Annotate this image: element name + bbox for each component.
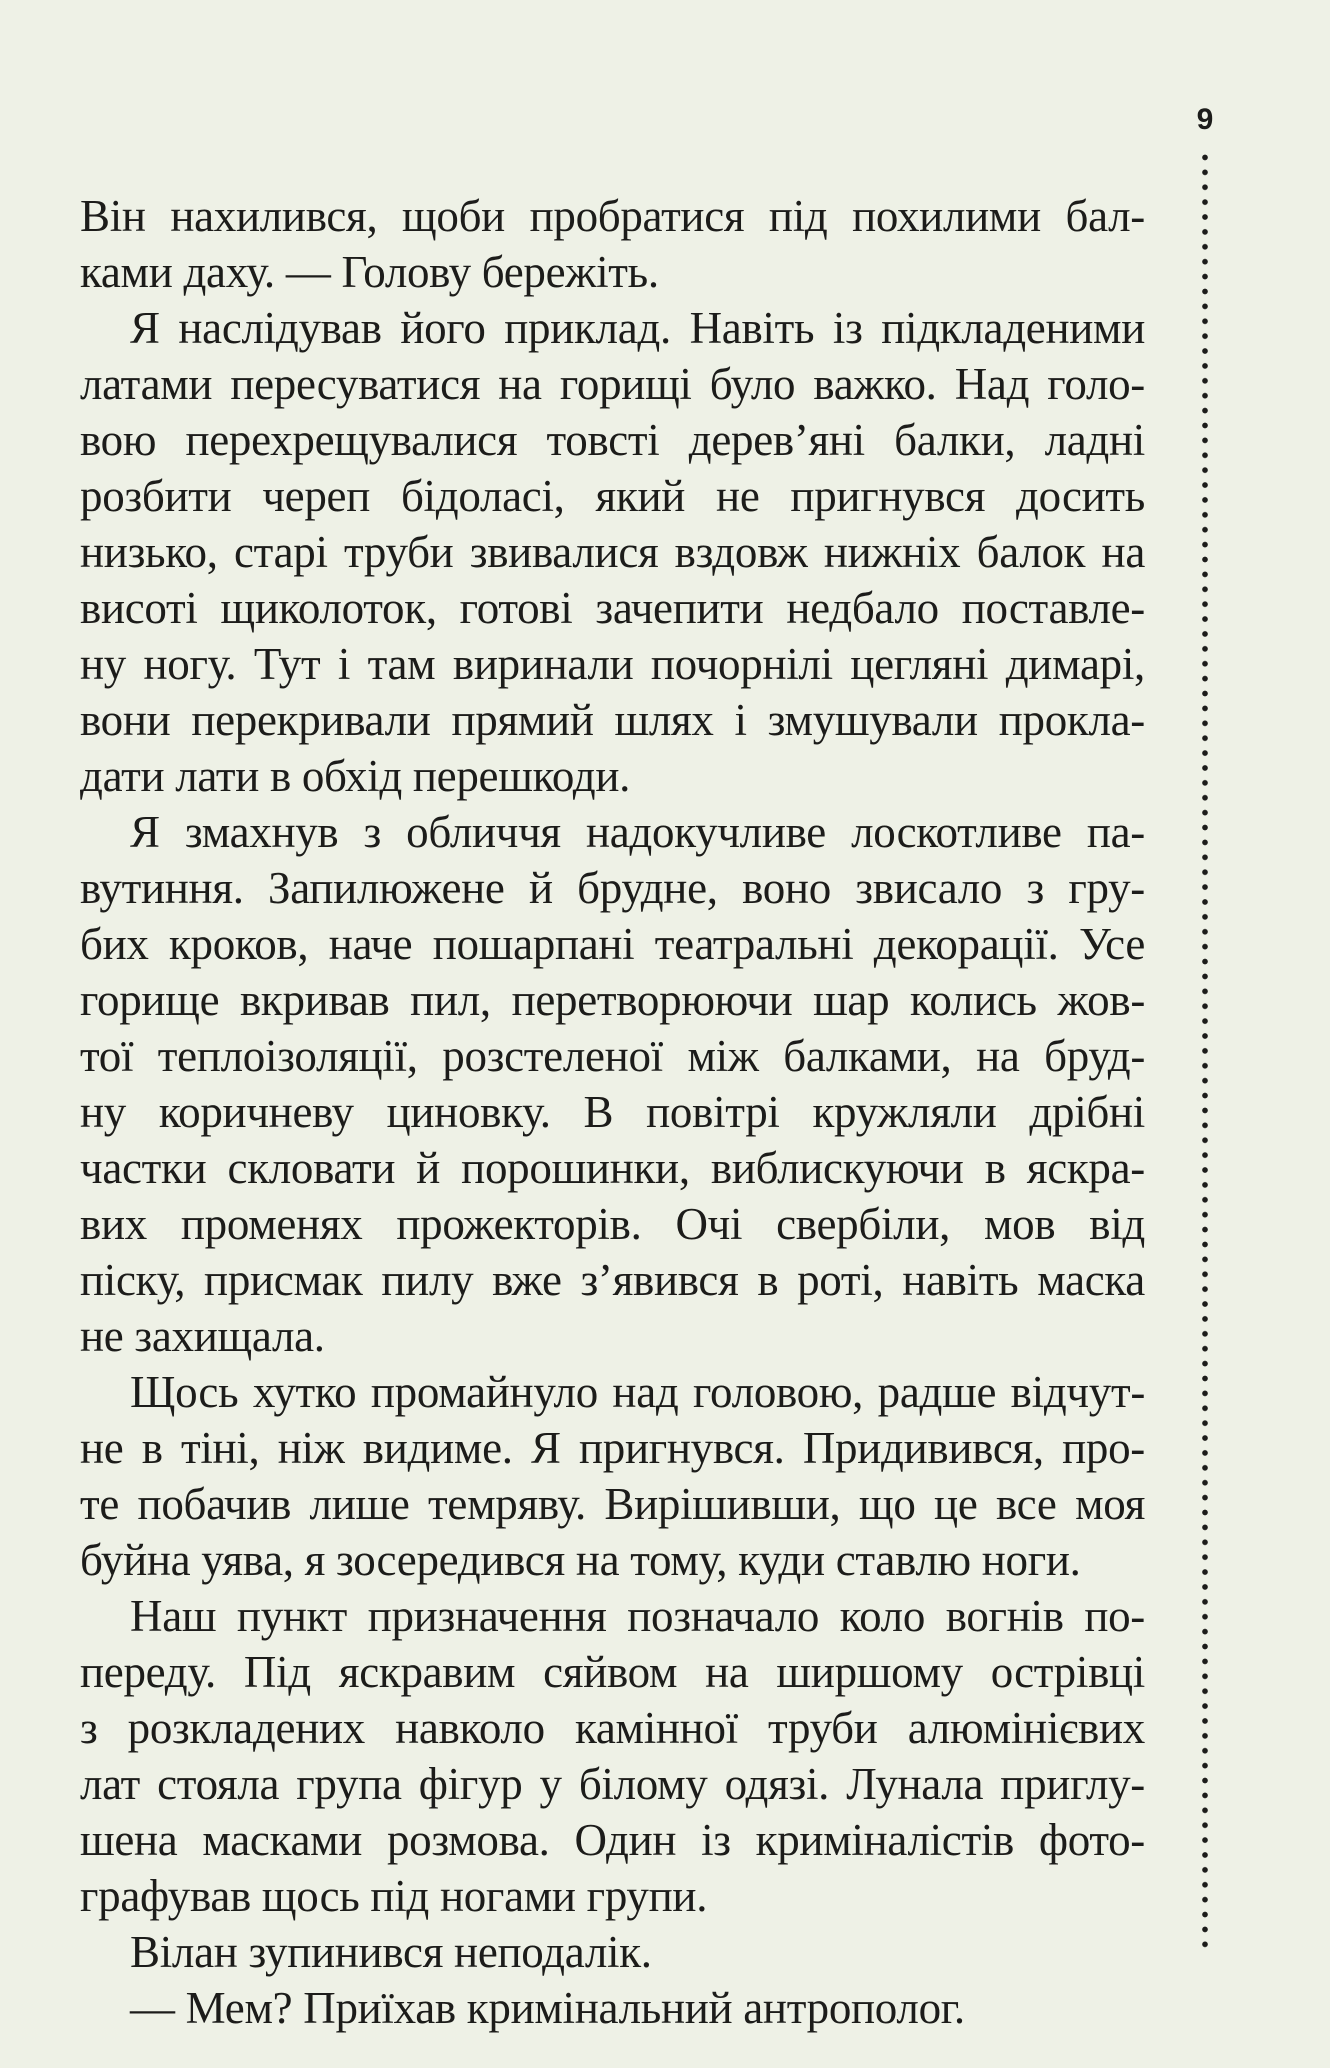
text-line: переду. Під яскравим сяйвом на ширшому острівці (80, 1647, 1145, 1697)
text-line: вою перехрещувалися товсті дерев’яні балки, ладні (80, 415, 1145, 465)
text-line: вутиння. Запилюжене й брудне, воно звисало з гру- (80, 863, 1145, 913)
text-line: Я змахнув з обличчя надокучливе лоскотливе па- (130, 807, 1145, 857)
text-line: ну коричневу циновку. В повітрі кружляли дрібні (80, 1087, 1145, 1137)
text-line: дати лати в обхід перешкоди. (80, 751, 631, 801)
text-line: буйна уява, я зосередився на тому, куди ставлю ноги. (80, 1535, 1081, 1585)
text-line: Я наслідував його приклад. Навіть із підкладеними (130, 303, 1145, 353)
text-line: — Мем? Приїхав кримінальний антрополог. (130, 1983, 965, 2033)
text-line: лат стояла група фігур у білому одязі. Лунала приглу- (80, 1759, 1145, 1809)
text-line: бих кроков, наче пошарпані театральні декорації. Усе (80, 919, 1145, 969)
dotted-margin-rule (1202, 150, 1208, 1950)
text-line: тої теплоізоляції, розстеленої між балками, на бруд- (80, 1031, 1145, 1081)
text-line: розбити череп бідоласі, який не пригнувся досить (80, 471, 1145, 521)
text-line: Він нахилився, щоби пробратися під похилими бал- (80, 191, 1145, 241)
text-line: шена масками розмова. Один із криміналістів фото- (80, 1815, 1145, 1865)
text-line: не в тіні, ніж видиме. Я пригнувся. Придивився, про- (80, 1423, 1145, 1473)
text-line: висоті щиколоток, готові зачепити недбало поставле- (80, 583, 1145, 633)
text-line: низько, старі труби звивалися вздовж нижніх балок на (80, 527, 1145, 577)
text-line: те побачив лише темряву. Вирішивши, що це все моя (80, 1479, 1145, 1529)
text-line: горище вкривав пил, перетворюючи шар колись жов- (80, 975, 1145, 1025)
text-line: ками даху. — Голову бережіть. (80, 247, 659, 297)
text-line: графував щось під ногами групи. (80, 1871, 708, 1921)
text-line: ну ногу. Тут і там виринали почорнілі цегляні димарі, (80, 639, 1145, 689)
text-line: вих променях прожекторів. Очі свербіли, мов від (80, 1199, 1145, 1249)
page-number: 9 (1196, 103, 1214, 136)
text-line: латами пересуватися на горищі було важко. Над голо- (80, 359, 1145, 409)
text-line: вони перекривали прямий шлях і змушували прокла- (80, 695, 1145, 745)
text-line: з розкладених навколо камінної труби алюмінієвих (80, 1703, 1145, 1753)
body-text (80, 188, 1145, 2036)
text-line: не захищала. (80, 1311, 325, 1361)
text-line: Вілан зупинився неподалік. (130, 1927, 652, 1977)
text-line: піску, присмак пилу вже з’явився в роті, навіть маска (80, 1255, 1145, 1305)
text-line: Наш пункт призначення позначало коло вогнів по- (130, 1591, 1145, 1641)
text-line: частки скловати й порошинки, виблискуючи в яскра- (80, 1143, 1145, 1193)
text-line: Щось хутко промайнуло над головою, радше відчут- (130, 1367, 1145, 1417)
